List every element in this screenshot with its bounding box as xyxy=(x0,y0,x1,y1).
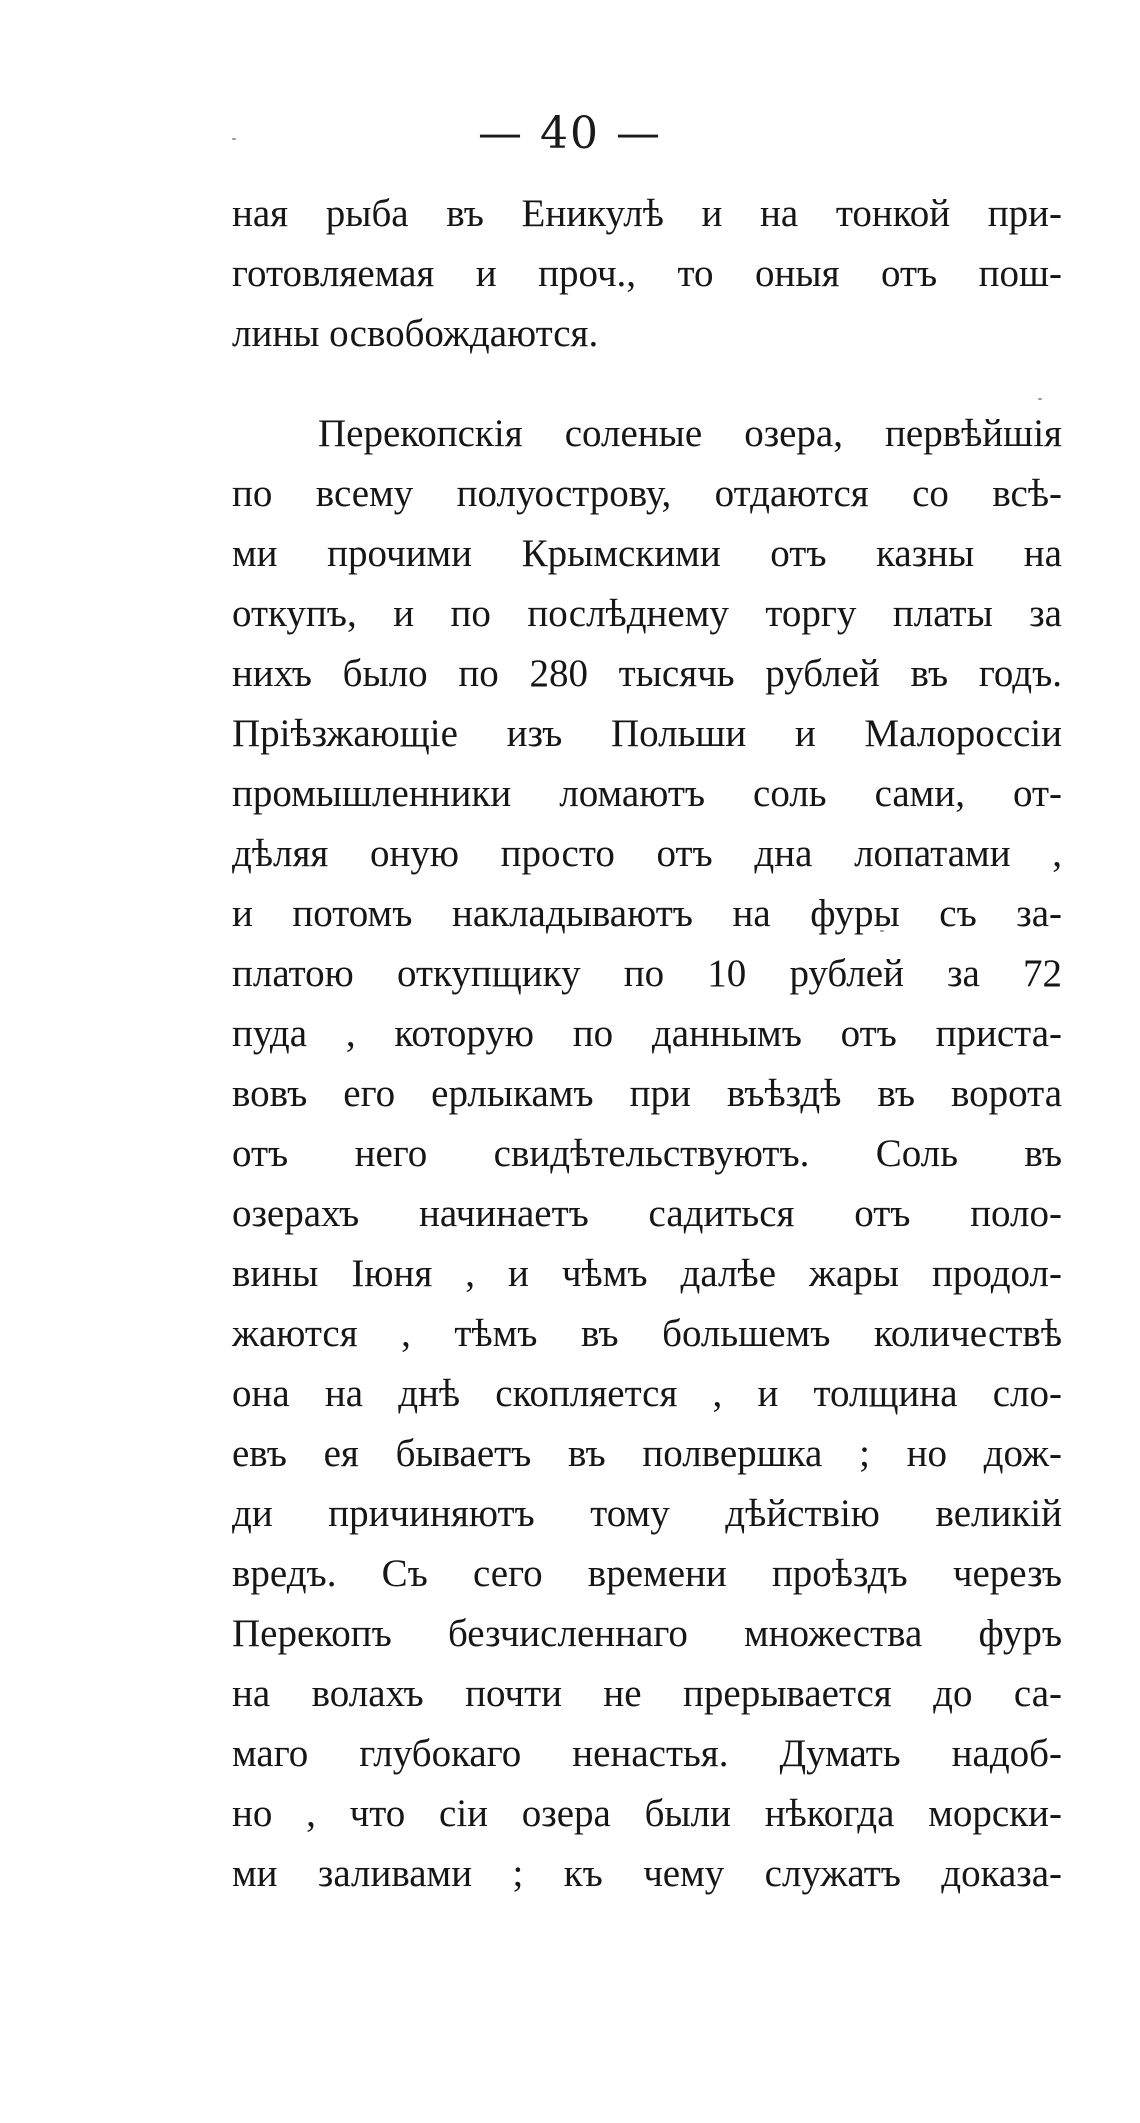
text-line: но , что сіи озера были нѣкогда морски- xyxy=(232,1792,1062,1835)
text-line: на волахъ почти не прерывается до са- xyxy=(232,1672,1062,1715)
text-line: ми заливами ; къ чему служатъ доказа- xyxy=(232,1852,1062,1895)
text-line: она на днѣ скопляется , и толщина сло- xyxy=(232,1372,1062,1415)
text-line: ми прочими Крымскими отъ казны на xyxy=(232,532,1062,575)
text-line: пуда , которую по даннымъ отъ приста- xyxy=(232,1012,1062,1055)
text-line: Пріѣзжающіе изъ Польши и Малороссіи xyxy=(232,712,1062,755)
text-line: маго глубокаго ненастья. Думать надоб- xyxy=(232,1732,1062,1775)
text-line: и потомъ накладываютъ на фуры съ за- xyxy=(232,892,1062,935)
paper-speck xyxy=(1038,398,1042,400)
text-line: отъ него свидѣтельствуютъ. Соль въ xyxy=(232,1132,1062,1175)
text-line: вредъ. Съ сего времени проѣздъ черезъ xyxy=(232,1552,1062,1595)
page-number: — 40 — xyxy=(478,108,662,159)
text-line: ди причиняютъ тому дѣйствію великій xyxy=(232,1492,1062,1535)
paragraph-perekop-lakes xyxy=(232,404,1062,1904)
text-line: нихъ было по 280 тысячь рублей въ годъ. xyxy=(232,652,1062,695)
paragraph-continued xyxy=(232,184,1062,364)
text-line: платою откупщику по 10 рублей за 72 xyxy=(232,952,1062,995)
text-line: по всему полуострову, отдаются со всѣ- xyxy=(232,472,1062,515)
text-line: Перекопъ безчисленнаго множества фуръ xyxy=(232,1612,1062,1655)
text-line: дѣляя оную просто отъ дна лопатами , xyxy=(232,832,1062,875)
text-line: вовъ его ерлыкамъ при въѣздѣ въ ворота xyxy=(232,1072,1062,1115)
text-line: жаются , тѣмъ въ большемъ количествѣ xyxy=(232,1312,1062,1355)
text-line: ная рыба въ Еникулѣ и на тонкой при- xyxy=(232,192,1062,235)
text-line: промышленники ломаютъ соль сами, от- xyxy=(232,772,1062,815)
text-line: вины Іюня , и чѣмъ далѣе жары продол- xyxy=(232,1252,1062,1295)
text-line: Перекопскія соленые озера, первѣйшія xyxy=(318,412,1062,455)
text-line: лины освобождаются. xyxy=(232,312,599,355)
text-line: евъ ея бываетъ въ полвершка ; но дож- xyxy=(232,1432,1062,1475)
text-line: готовляемая и проч., то оныя отъ пош- xyxy=(232,252,1062,295)
text-line: озерахъ начинаетъ садиться отъ поло- xyxy=(232,1192,1062,1235)
text-line: откупъ, и по послѣднему торгу платы за xyxy=(232,592,1062,635)
